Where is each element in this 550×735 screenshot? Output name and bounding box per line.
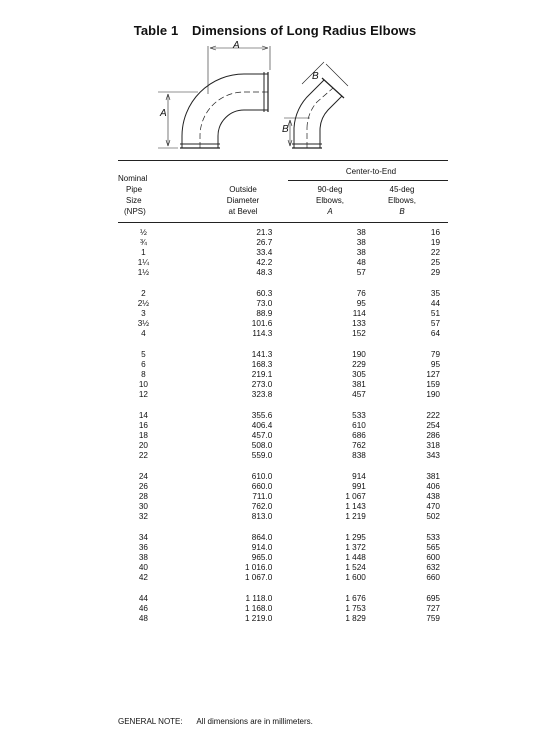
table-row <box>118 421 448 431</box>
nps-cell: ¾ <box>139 238 147 247</box>
forty-five-deg-cell: 57 <box>430 319 440 328</box>
outside-diameter-cell: 508.0 <box>251 441 273 450</box>
ninety-deg-cell: 48 <box>356 258 366 267</box>
table-top-rule <box>118 160 448 161</box>
forty-five-deg-cell: 470 <box>426 502 440 511</box>
outside-diameter-cell: 33.4 <box>256 248 273 257</box>
ninety-deg-cell: 1 295 <box>345 533 366 542</box>
dimension-b-side-label: B <box>282 124 289 135</box>
dimension-b-top-label: B <box>312 71 319 82</box>
ninety-deg-cell: 1 524 <box>345 563 366 572</box>
forty-five-deg-cell: 64 <box>430 329 440 338</box>
outside-diameter-cell: 1 118.0 <box>245 594 273 603</box>
nps-cell: 46 <box>138 604 148 613</box>
forty-five-deg-cell: 35 <box>430 289 440 298</box>
table-row <box>118 441 448 451</box>
group-spacer <box>118 522 448 533</box>
nps-cell: 44 <box>138 594 148 603</box>
group-spacer <box>118 400 448 411</box>
nps-cell: 4 <box>141 329 146 338</box>
ninety-deg-header: 90-deg Elbows, A <box>315 185 344 216</box>
outside-diameter-cell: 762.0 <box>251 502 273 511</box>
dimensions-table <box>118 228 448 624</box>
ninety-deg-cell: 305 <box>352 370 366 379</box>
ninety-deg-cell: 1 219 <box>345 512 366 521</box>
nps-cell: 10 <box>138 380 148 389</box>
ninety-deg-cell: 1 067 <box>345 492 366 501</box>
ninety-deg-cell: 1 600 <box>345 573 366 582</box>
table-row <box>118 258 448 268</box>
forty-five-deg-cell: 727 <box>426 604 440 613</box>
table-row <box>118 451 448 461</box>
ninety-deg-cell: 152 <box>352 329 366 338</box>
table-title-text: Dimensions of Long Radius Elbows <box>192 23 417 38</box>
ninety-deg-cell: 1 829 <box>345 614 366 623</box>
ninety-deg-cell: 914 <box>352 472 366 481</box>
forty-five-deg-cell: 51 <box>430 309 440 318</box>
header-bottom-rule <box>118 222 448 223</box>
nps-cell: 12 <box>138 390 148 399</box>
nps-cell: 40 <box>138 563 148 572</box>
nps-cell: 8 <box>141 370 146 379</box>
outside-diameter-cell: 26.7 <box>256 238 273 247</box>
table-row <box>118 563 448 573</box>
table-row <box>118 299 448 309</box>
group-spacer <box>118 583 448 594</box>
table-row <box>118 533 448 543</box>
ninety-deg-cell: 1 143 <box>345 502 366 511</box>
table-row <box>118 360 448 370</box>
center-to-end-header: Center-to-End <box>345 167 397 176</box>
table-row <box>118 573 448 583</box>
ninety-deg-cell: 610 <box>352 421 366 430</box>
forty-five-deg-cell: 95 <box>430 360 440 369</box>
ninety-deg-cell: 1 676 <box>345 594 366 603</box>
ninety-deg-cell: 762 <box>352 441 366 450</box>
ninety-deg-cell: 95 <box>356 299 366 308</box>
nps-cell: 14 <box>138 411 148 420</box>
table-row <box>118 289 448 299</box>
table-row <box>118 268 448 278</box>
outside-diameter-cell: 219.1 <box>251 370 273 379</box>
ninety-deg-cell: 190 <box>352 350 366 359</box>
dimension-a-side-label: A <box>160 108 167 119</box>
table-row <box>118 604 448 614</box>
table-row <box>118 543 448 553</box>
forty-five-deg-cell: 438 <box>426 492 440 501</box>
ninety-deg-cell: 38 <box>356 238 366 247</box>
nps-cell: 16 <box>138 421 148 430</box>
nps-cell: 3½ <box>137 319 150 328</box>
outside-diameter-cell: 864.0 <box>251 533 273 542</box>
forty-five-deg-cell: 127 <box>426 370 440 379</box>
general-note-text: All dimensions are in millimeters. <box>196 717 313 726</box>
nps-cell: 48 <box>138 614 148 623</box>
outside-diameter-cell: 406.4 <box>251 421 273 430</box>
nps-cell: 34 <box>138 533 148 542</box>
outside-diameter-cell: 21.3 <box>256 228 273 237</box>
nps-cell: 5 <box>141 350 146 359</box>
forty-five-deg-cell: 759 <box>426 614 440 623</box>
outside-diameter-cell: 60.3 <box>256 289 273 298</box>
outside-diameter-cell: 914.0 <box>251 543 273 552</box>
nps-cell: 1¼ <box>137 258 150 267</box>
outside-diameter-cell: 813.0 <box>251 512 273 521</box>
forty-five-deg-cell: 159 <box>426 380 440 389</box>
forty-five-deg-cell: 19 <box>430 238 440 247</box>
ninety-deg-cell: 57 <box>356 268 366 277</box>
group-spacer <box>118 278 448 289</box>
forty-five-deg-cell: 381 <box>426 472 440 481</box>
table-row <box>118 502 448 512</box>
group-spacer <box>118 339 448 350</box>
forty-five-deg-cell: 190 <box>426 390 440 399</box>
ninety-deg-cell: 686 <box>352 431 366 440</box>
forty-five-deg-cell: 502 <box>426 512 440 521</box>
table-number: Table 1 <box>133 23 179 38</box>
elbow-90-drawing <box>158 46 270 148</box>
outside-diameter-cell: 141.3 <box>251 350 273 359</box>
forty-five-deg-cell: 533 <box>426 533 440 542</box>
group-spacer <box>118 461 448 472</box>
nps-cell: 6 <box>141 360 146 369</box>
nps-cell: 36 <box>138 543 148 552</box>
forty-five-deg-cell: 25 <box>430 258 440 267</box>
ninety-deg-cell: 76 <box>356 289 366 298</box>
nps-cell: 18 <box>138 431 148 440</box>
nps-cell: 2 <box>141 289 146 298</box>
ninety-deg-cell: 533 <box>352 411 366 420</box>
table-row <box>118 228 448 238</box>
outside-diameter-header: Outside Diameter at Bevel <box>226 185 260 216</box>
nps-cell: 3 <box>141 309 146 318</box>
table-row <box>118 319 448 329</box>
outside-diameter-cell: 1 168.0 <box>244 604 273 613</box>
outside-diameter-cell: 323.8 <box>251 390 273 399</box>
table-row <box>118 390 448 400</box>
forty-five-deg-cell: 406 <box>426 482 440 491</box>
outside-diameter-cell: 355.6 <box>251 411 273 420</box>
nps-cell: 20 <box>138 441 148 450</box>
nps-cell: 28 <box>138 492 148 501</box>
forty-five-deg-cell: 22 <box>430 248 440 257</box>
ninety-deg-cell: 1 753 <box>345 604 366 613</box>
table-row <box>118 594 448 604</box>
table-row <box>118 411 448 421</box>
outside-diameter-cell: 660.0 <box>251 482 273 491</box>
table-row <box>118 248 448 258</box>
center-to-end-rule <box>288 180 448 181</box>
outside-diameter-cell: 73.0 <box>256 299 273 308</box>
nps-cell: 2½ <box>137 299 150 308</box>
table-row <box>118 309 448 319</box>
table-row <box>118 370 448 380</box>
ninety-deg-cell: 133 <box>352 319 366 328</box>
ninety-deg-cell: 1 448 <box>345 553 366 562</box>
outside-diameter-cell: 1 067.0 <box>244 573 273 582</box>
outside-diameter-cell: 114.3 <box>252 329 273 338</box>
outside-diameter-cell: 168.3 <box>251 360 273 369</box>
table-row <box>118 350 448 360</box>
ninety-deg-cell: 991 <box>352 482 366 491</box>
outside-diameter-cell: 88.9 <box>256 309 273 318</box>
general-note-key: GENERAL NOTE: <box>118 717 183 726</box>
table-row <box>118 238 448 248</box>
outside-diameter-cell: 42.2 <box>256 258 273 267</box>
forty-five-deg-cell: 44 <box>430 299 440 308</box>
nps-cell: 32 <box>138 512 148 521</box>
elbow-diagram <box>150 36 390 154</box>
forty-five-deg-cell: 660 <box>426 573 440 582</box>
nps-cell: 38 <box>138 553 148 562</box>
forty-five-deg-cell: 16 <box>430 228 440 237</box>
nps-cell: 24 <box>138 472 148 481</box>
ninety-deg-cell: 38 <box>356 248 366 257</box>
nps-cell: ½ <box>139 228 147 237</box>
outside-diameter-cell: 965.0 <box>251 553 273 562</box>
table-row <box>118 380 448 390</box>
ninety-deg-cell: 381 <box>352 380 366 389</box>
nps-cell: 26 <box>138 482 148 491</box>
general-note <box>118 717 313 726</box>
nominal-size-header: Nominal Pipe Size (NPS) <box>118 174 148 216</box>
forty-five-deg-cell: 632 <box>426 563 440 572</box>
forty-five-deg-cell: 565 <box>426 543 440 552</box>
nps-cell: 42 <box>138 573 148 582</box>
table-row <box>118 492 448 502</box>
outside-diameter-cell: 101.6 <box>251 319 273 328</box>
forty-five-deg-cell: 600 <box>426 553 440 562</box>
ninety-deg-cell: 38 <box>356 228 366 237</box>
nps-cell: 1 <box>141 248 146 257</box>
ninety-deg-cell: 838 <box>352 451 366 460</box>
outside-diameter-cell: 48.3 <box>256 268 273 277</box>
forty-five-deg-cell: 286 <box>426 431 440 440</box>
outside-diameter-cell: 1 016.0 <box>244 563 273 572</box>
table-row <box>118 614 448 624</box>
table-row <box>118 329 448 339</box>
outside-diameter-cell: 711.0 <box>252 492 273 501</box>
ninety-deg-cell: 114 <box>352 309 366 318</box>
outside-diameter-cell: 457.0 <box>251 431 273 440</box>
outside-diameter-cell: 559.0 <box>251 451 273 460</box>
forty-five-deg-cell: 29 <box>430 268 440 277</box>
table-row <box>118 512 448 522</box>
forty-five-deg-cell: 318 <box>426 441 440 450</box>
nps-cell: 30 <box>138 502 148 511</box>
ninety-deg-cell: 457 <box>352 390 366 399</box>
forty-five-deg-cell: 254 <box>426 421 440 430</box>
forty-five-deg-cell: 222 <box>426 411 440 420</box>
dimension-a-top-label: A <box>233 40 240 51</box>
table-row <box>118 472 448 482</box>
forty-five-deg-cell: 695 <box>426 594 440 603</box>
table-row <box>118 553 448 563</box>
ninety-deg-cell: 229 <box>352 360 366 369</box>
forty-five-deg-cell: 79 <box>430 350 440 359</box>
outside-diameter-cell: 273.0 <box>251 380 273 389</box>
nps-cell: 1½ <box>137 268 150 277</box>
outside-diameter-cell: 610.0 <box>251 472 273 481</box>
forty-five-deg-header: 45-deg Elbows, B <box>387 185 416 216</box>
forty-five-deg-cell: 343 <box>426 451 440 460</box>
nps-cell: 22 <box>138 451 148 460</box>
table-row <box>118 482 448 492</box>
ninety-deg-cell: 1 372 <box>345 543 366 552</box>
table-row <box>118 431 448 441</box>
outside-diameter-cell: 1 219.0 <box>244 614 273 623</box>
